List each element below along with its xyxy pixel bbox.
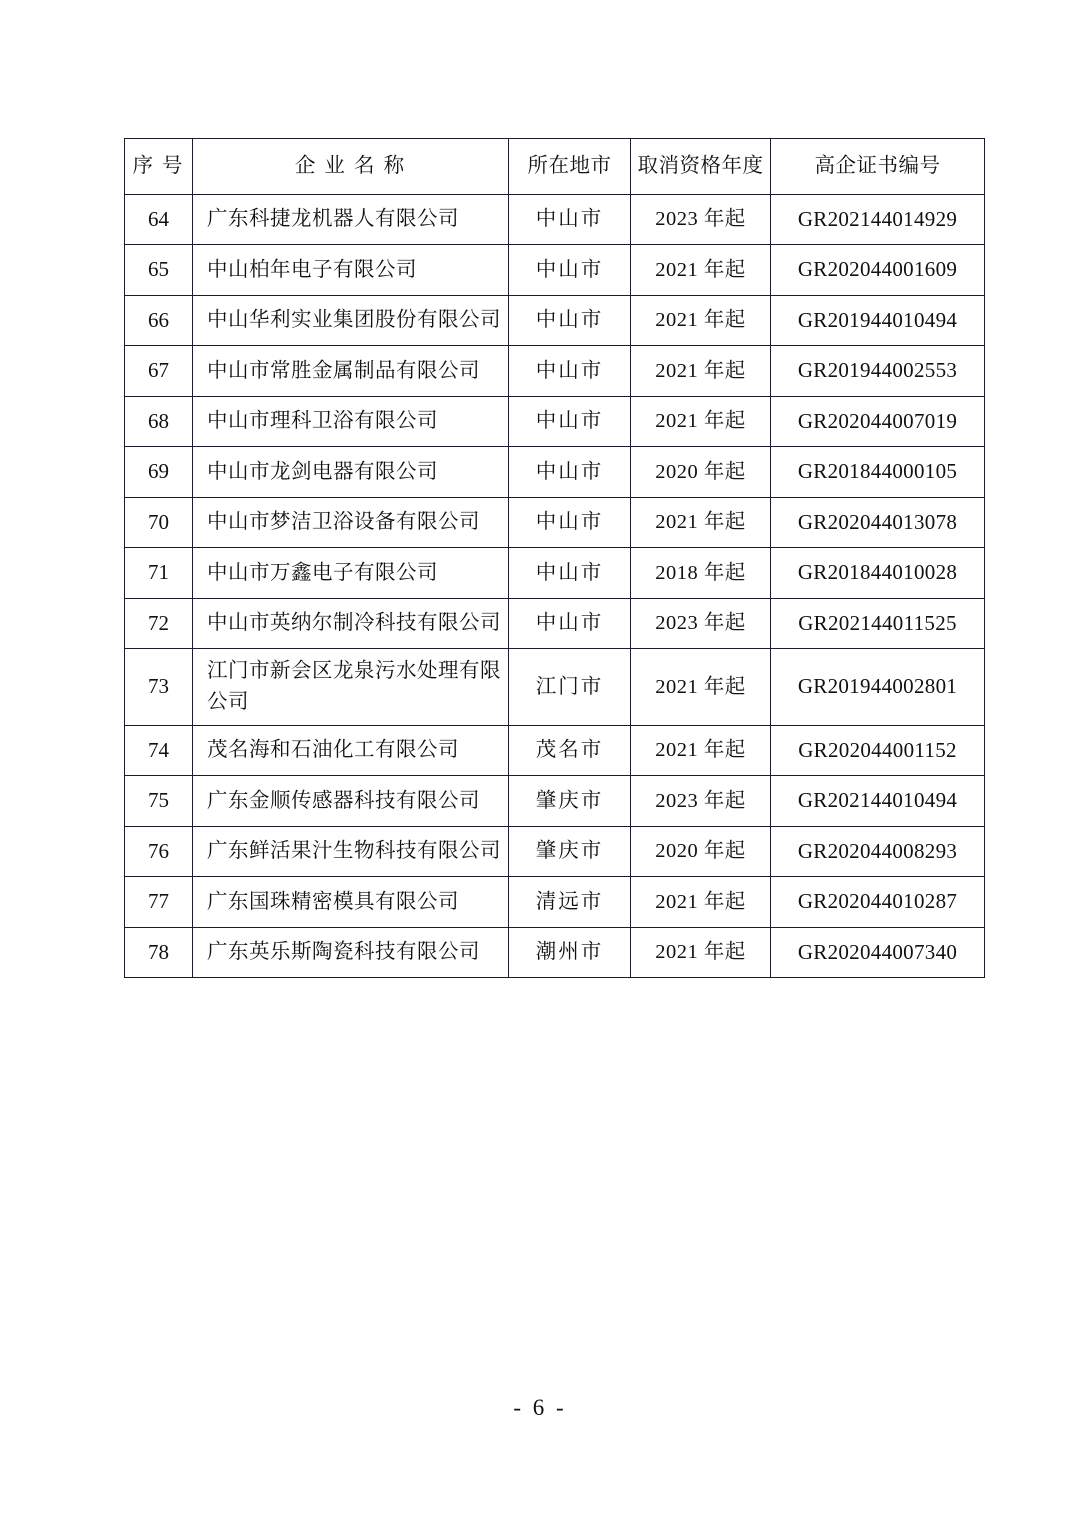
row-year-cell — [631, 927, 771, 978]
row-city-cell — [509, 649, 631, 726]
row-cert-cell — [771, 497, 985, 548]
row-year-cell — [631, 295, 771, 346]
row-year: 2021 年起 — [655, 941, 746, 964]
row-index: 69 — [148, 459, 169, 484]
table-row — [125, 877, 985, 928]
row-city-cell — [509, 295, 631, 346]
row-city-cell — [509, 927, 631, 978]
row-company-cell — [193, 649, 509, 726]
table-header-row — [125, 139, 985, 195]
row-cert: GR202044013078 — [797, 509, 958, 534]
page-number — [0, 1395, 1080, 1421]
row-year: 2018 年起 — [655, 561, 746, 584]
table-row — [125, 826, 985, 877]
cancelled-qualification-table — [124, 138, 985, 978]
row-cert: GR201844010028 — [797, 560, 958, 585]
row-year-cell — [631, 877, 771, 928]
row-index: 76 — [148, 838, 169, 863]
row-index-cell — [125, 598, 193, 649]
row-company: 中山市常胜金属制品有限公司 — [207, 359, 480, 382]
row-cert: GR202044001609 — [797, 257, 958, 282]
row-company: 中山柏年电子有限公司 — [207, 258, 417, 281]
row-year: 2021 年起 — [655, 511, 746, 534]
row-city-cell — [509, 396, 631, 447]
row-index-cell — [125, 826, 193, 877]
row-company-cell — [193, 548, 509, 599]
row-year-cell — [631, 245, 771, 296]
row-year: 2021 年起 — [655, 675, 746, 698]
row-city: 中山市 — [535, 359, 604, 382]
row-company-cell — [193, 598, 509, 649]
row-company-cell — [193, 447, 509, 498]
row-year-cell — [631, 396, 771, 447]
row-city: 中山市 — [535, 511, 604, 534]
row-cert: GR201944002801 — [797, 674, 958, 699]
row-year: 2021 年起 — [655, 890, 746, 913]
row-city-cell — [509, 346, 631, 397]
row-city-cell — [509, 194, 631, 245]
row-city: 中山市 — [535, 410, 604, 433]
row-cert: GR202144010494 — [797, 788, 958, 813]
row-cert: GR201944010494 — [797, 307, 958, 332]
row-year-cell — [631, 497, 771, 548]
row-index-cell — [125, 776, 193, 827]
row-year: 2021 年起 — [655, 309, 746, 332]
row-cert-cell — [771, 396, 985, 447]
row-cert-cell — [771, 826, 985, 877]
row-index: 73 — [148, 674, 169, 699]
row-company: 中山市万鑫电子有限公司 — [207, 561, 438, 584]
row-company-cell — [193, 927, 509, 978]
row-company-cell — [193, 877, 509, 928]
row-city: 中山市 — [535, 561, 604, 584]
row-year-cell — [631, 447, 771, 498]
row-cert-cell — [771, 725, 985, 776]
row-cert: GR202044001152 — [798, 737, 957, 762]
row-cert-cell — [771, 194, 985, 245]
row-company: 广东金顺传感器科技有限公司 — [207, 789, 480, 812]
row-index-cell — [125, 194, 193, 245]
row-year: 2021 年起 — [655, 359, 746, 382]
page-number-label: - 6 - — [513, 1395, 567, 1420]
row-index-cell — [125, 346, 193, 397]
row-city: 中山市 — [535, 208, 604, 231]
row-cert-cell — [771, 649, 985, 726]
row-city: 茂名市 — [535, 739, 604, 762]
row-year: 2021 年起 — [655, 258, 746, 281]
column-header-index — [125, 139, 193, 195]
row-city-cell — [509, 548, 631, 599]
row-city: 中山市 — [535, 612, 604, 635]
table-row — [125, 346, 985, 397]
row-company: 中山市英纳尔制冷科技有限公司 — [207, 612, 501, 635]
row-index: 77 — [148, 889, 169, 914]
row-cert: GR202144011525 — [798, 610, 957, 635]
row-year-cell — [631, 826, 771, 877]
row-company: 广东科捷龙机器人有限公司 — [207, 208, 459, 231]
row-index: 65 — [148, 257, 169, 282]
table-body — [125, 194, 985, 978]
table-row — [125, 776, 985, 827]
row-year-cell — [631, 548, 771, 599]
row-city-cell — [509, 497, 631, 548]
table-row — [125, 396, 985, 447]
row-cert: GR202144014929 — [797, 206, 958, 231]
column-header-index-label: 序 号 — [132, 155, 185, 177]
row-index: 70 — [148, 509, 169, 534]
row-company: 茂名海和石油化工有限公司 — [207, 739, 459, 762]
column-header-company — [193, 139, 509, 195]
column-header-cert-label: 高企证书编号 — [814, 155, 941, 177]
row-company: 中山市理科卫浴有限公司 — [207, 410, 438, 433]
row-city: 中山市 — [535, 258, 604, 281]
row-index: 67 — [148, 358, 169, 383]
row-cert-cell — [771, 598, 985, 649]
row-cert-cell — [771, 447, 985, 498]
table-row — [125, 598, 985, 649]
row-index: 66 — [148, 307, 169, 332]
row-company: 中山市龙剑电器有限公司 — [207, 460, 438, 483]
row-city-cell — [509, 877, 631, 928]
column-header-cert — [771, 139, 985, 195]
row-year: 2023 年起 — [655, 789, 746, 812]
row-year: 2021 年起 — [655, 410, 746, 433]
row-year-cell — [631, 346, 771, 397]
row-cert-cell — [771, 295, 985, 346]
row-city: 清远市 — [535, 890, 604, 913]
table-row — [125, 548, 985, 599]
row-cert: GR201944002553 — [797, 358, 958, 383]
table-row — [125, 725, 985, 776]
row-year: 2023 年起 — [655, 612, 746, 635]
row-company: 中山市梦洁卫浴设备有限公司 — [207, 511, 480, 534]
row-cert-cell — [771, 245, 985, 296]
table-row — [125, 927, 985, 978]
table-row — [125, 497, 985, 548]
row-city-cell — [509, 598, 631, 649]
row-city: 中山市 — [535, 309, 604, 332]
row-company-cell — [193, 776, 509, 827]
column-header-year — [631, 139, 771, 195]
row-city: 江门市 — [535, 675, 604, 698]
row-company-cell — [193, 725, 509, 776]
row-company-cell — [193, 826, 509, 877]
row-index-cell — [125, 447, 193, 498]
row-index-cell — [125, 649, 193, 726]
row-index: 72 — [148, 610, 169, 635]
row-cert-cell — [771, 776, 985, 827]
column-header-city-label: 所在地市 — [527, 155, 612, 177]
row-cert-cell — [771, 346, 985, 397]
row-company-cell — [193, 497, 509, 548]
row-cert: GR202044010287 — [797, 889, 958, 914]
row-index-cell — [125, 396, 193, 447]
row-cert: GR201844000105 — [797, 459, 958, 484]
row-company-cell — [193, 295, 509, 346]
row-index: 75 — [148, 788, 169, 813]
row-index: 71 — [148, 560, 169, 585]
row-company: 广东国珠精密模具有限公司 — [207, 890, 459, 913]
table-row — [125, 649, 985, 726]
row-index-cell — [125, 927, 193, 978]
row-index: 78 — [148, 939, 169, 964]
row-year-cell — [631, 194, 771, 245]
row-city-cell — [509, 245, 631, 296]
row-company: 广东英乐斯陶瓷科技有限公司 — [207, 941, 480, 964]
column-header-year-label: 取消资格年度 — [637, 155, 764, 177]
row-index: 74 — [148, 737, 169, 762]
row-index-cell — [125, 245, 193, 296]
table-row — [125, 295, 985, 346]
column-header-city — [509, 139, 631, 195]
row-city: 潮州市 — [535, 941, 604, 964]
table-row — [125, 194, 985, 245]
row-index-cell — [125, 295, 193, 346]
row-index-cell — [125, 877, 193, 928]
row-cert-cell — [771, 877, 985, 928]
row-city-cell — [509, 826, 631, 877]
row-company-cell — [193, 396, 509, 447]
cancelled-qualification-table-wrapper — [124, 138, 984, 978]
row-city-cell — [509, 447, 631, 498]
row-year: 2020 年起 — [655, 840, 746, 863]
row-year-cell — [631, 725, 771, 776]
table-row — [125, 447, 985, 498]
row-city: 肇庆市 — [535, 840, 604, 863]
row-index: 64 — [148, 206, 169, 231]
row-year-cell — [631, 649, 771, 726]
row-year: 2021 年起 — [655, 739, 746, 762]
row-year: 2023 年起 — [655, 208, 746, 231]
row-city: 肇庆市 — [535, 789, 604, 812]
table-row — [125, 245, 985, 296]
row-cert-cell — [771, 548, 985, 599]
row-city: 中山市 — [535, 460, 604, 483]
row-city-cell — [509, 725, 631, 776]
row-year-cell — [631, 776, 771, 827]
row-cert: GR202044008293 — [797, 838, 958, 863]
row-company: 广东鲜活果汁生物科技有限公司 — [207, 840, 501, 863]
row-index-cell — [125, 497, 193, 548]
row-cert-cell — [771, 927, 985, 978]
row-year-cell — [631, 598, 771, 649]
row-company-cell — [193, 245, 509, 296]
row-company: 中山华利实业集团股份有限公司 — [207, 309, 501, 332]
row-index-cell — [125, 548, 193, 599]
row-cert: GR202044007340 — [797, 939, 958, 964]
row-city-cell — [509, 776, 631, 827]
column-header-company-label: 企 业 名 称 — [294, 155, 407, 177]
row-company: 江门市新会区龙泉污水处理有限公司 — [207, 660, 501, 713]
row-company-cell — [193, 346, 509, 397]
row-company-cell — [193, 194, 509, 245]
row-index: 68 — [148, 408, 169, 433]
row-index-cell — [125, 725, 193, 776]
row-cert: GR202044007019 — [797, 408, 958, 433]
row-year: 2020 年起 — [655, 460, 746, 483]
